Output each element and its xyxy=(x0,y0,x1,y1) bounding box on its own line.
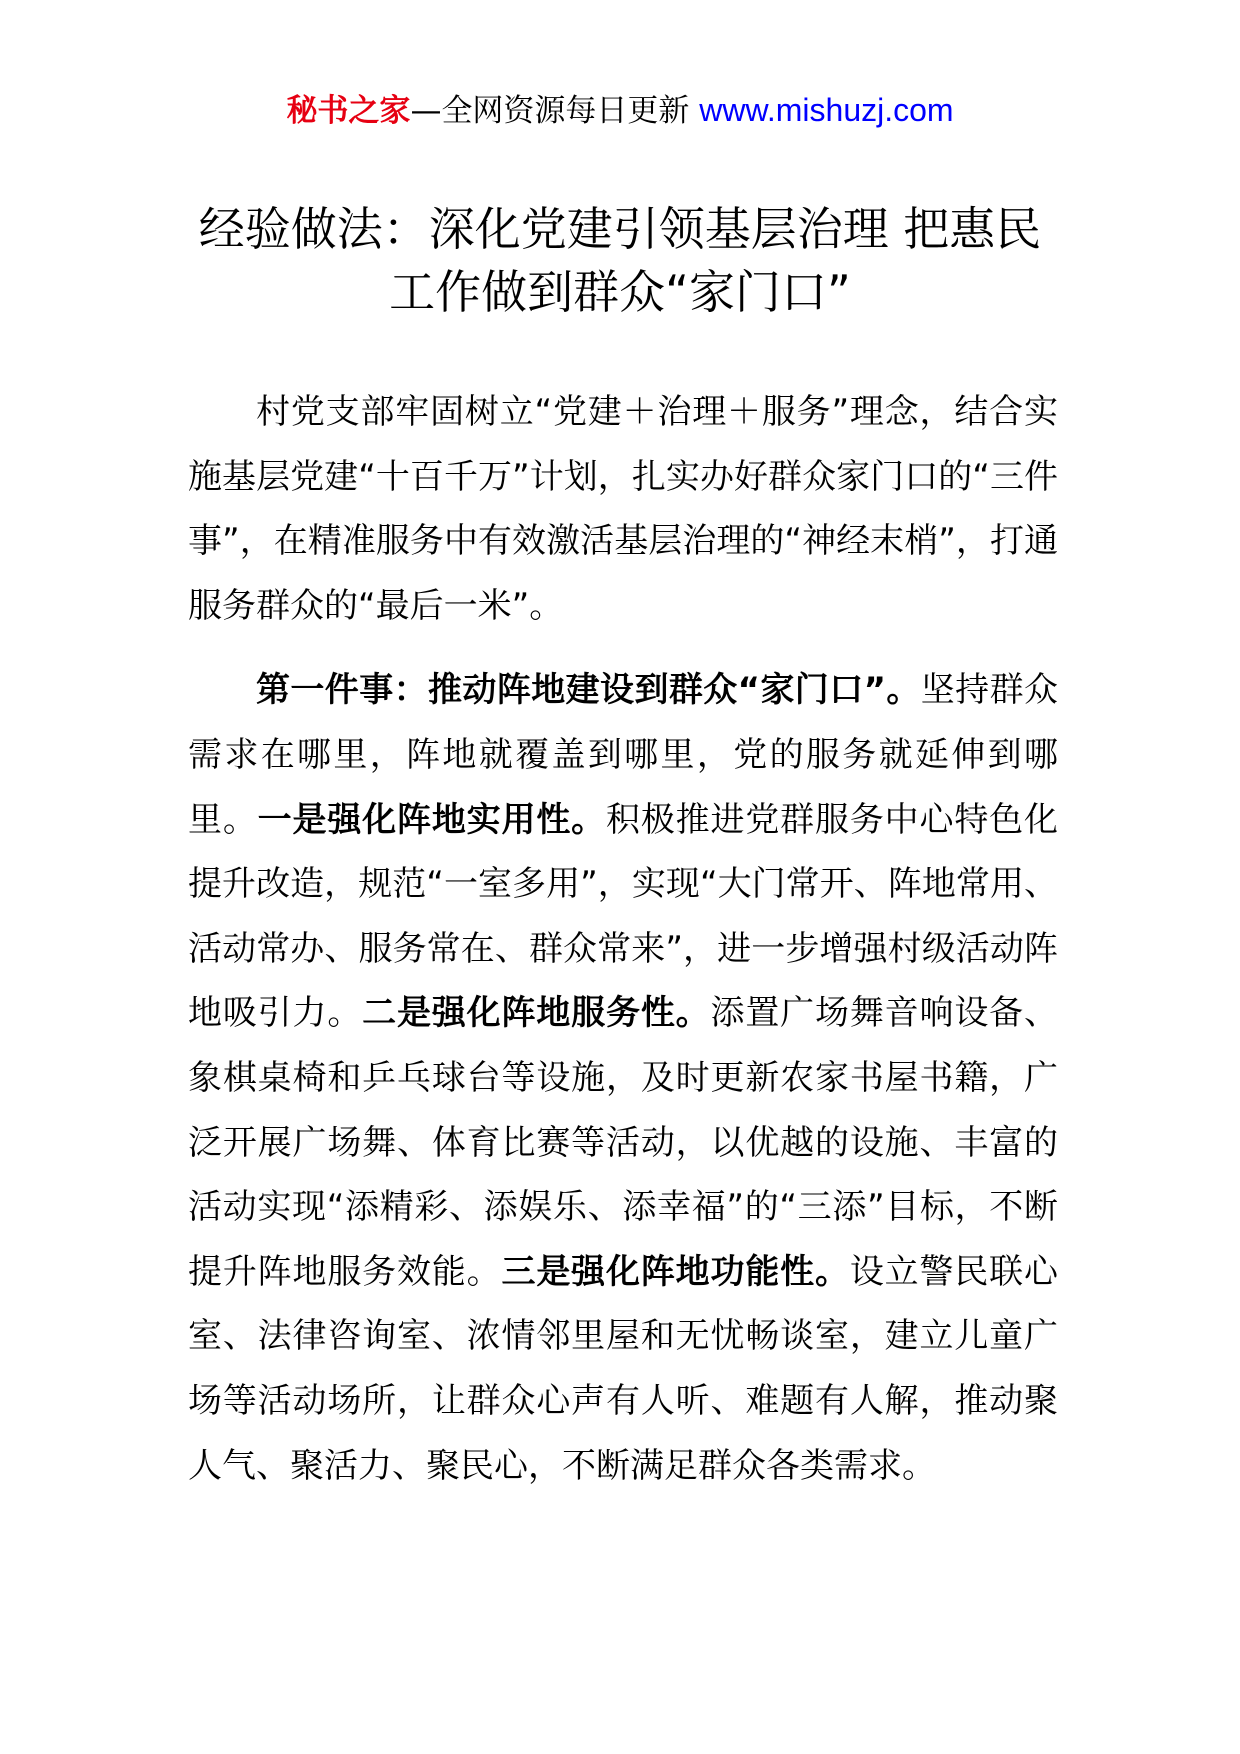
site-url-link[interactable]: www.mishuzj.com xyxy=(699,92,954,128)
point-3-text: 设立警民联心室、法律咨询室、浓情邻里屋和无忧畅谈室，建立儿童广场等活动场所，让群众心声有人听、难题有人解，推动聚人气、聚活力、聚民心，不断满足群众各类需求。 xyxy=(188,1251,1059,1486)
section-1-paragraph xyxy=(188,658,1058,1498)
title-line-2: 工作做到群众“家门口” xyxy=(389,265,851,319)
brand-name: 秘书之家 xyxy=(286,93,411,129)
section-1-heading: 第一件事：推动阵地建设到群众“家门口”。 xyxy=(256,670,921,711)
point-1-title: 一是强化阵地实用性。 xyxy=(257,799,607,840)
site-banner xyxy=(0,88,1240,133)
document-body xyxy=(188,380,1058,1498)
intro-paragraph: 村党支部牢固树立“党建＋治理＋服务”理念，结合实施基层党建“十百千万”计划，扎实办好群众家门口的“三件事”，在精准服务中有效激活基层治理的“神经末梢”，打通服务群众的“最后一米”。 xyxy=(188,392,1058,626)
point-3-title: 三是强化阵地功能性。 xyxy=(501,1251,850,1292)
section-1-lead: 坚持群众需求在哪里，阵地就覆盖到哪里，党的服务就延伸到哪里。 xyxy=(188,670,1058,840)
point-1-text: 积极推进党群服务中心特色化提升改造，规范“一室多用”，实现“大门常开、阵地常用、活动常办、服务常在、群众常来”，进一步增强村级活动阵地吸引力。 xyxy=(188,799,1059,1034)
point-2-title: 二是强化阵地服务性。 xyxy=(362,993,711,1034)
document-title xyxy=(150,198,1090,324)
point-2-text: 添置广场舞音响设备、象棋桌椅和乒乓球台等设施，及时更新农家书屋书籍，广泛开展广场舞、体育比赛等活动，以优越的设施、丰富的活动实现“添精彩、添娱乐、添幸福”的“三添”目标，不断提升阵地服务效能。 xyxy=(188,993,1059,1292)
title-line-1: 经验做法：深化党建引领基层治理 把惠民 xyxy=(198,202,1042,256)
banner-tagline: —全网资源每日更新 xyxy=(410,93,690,129)
